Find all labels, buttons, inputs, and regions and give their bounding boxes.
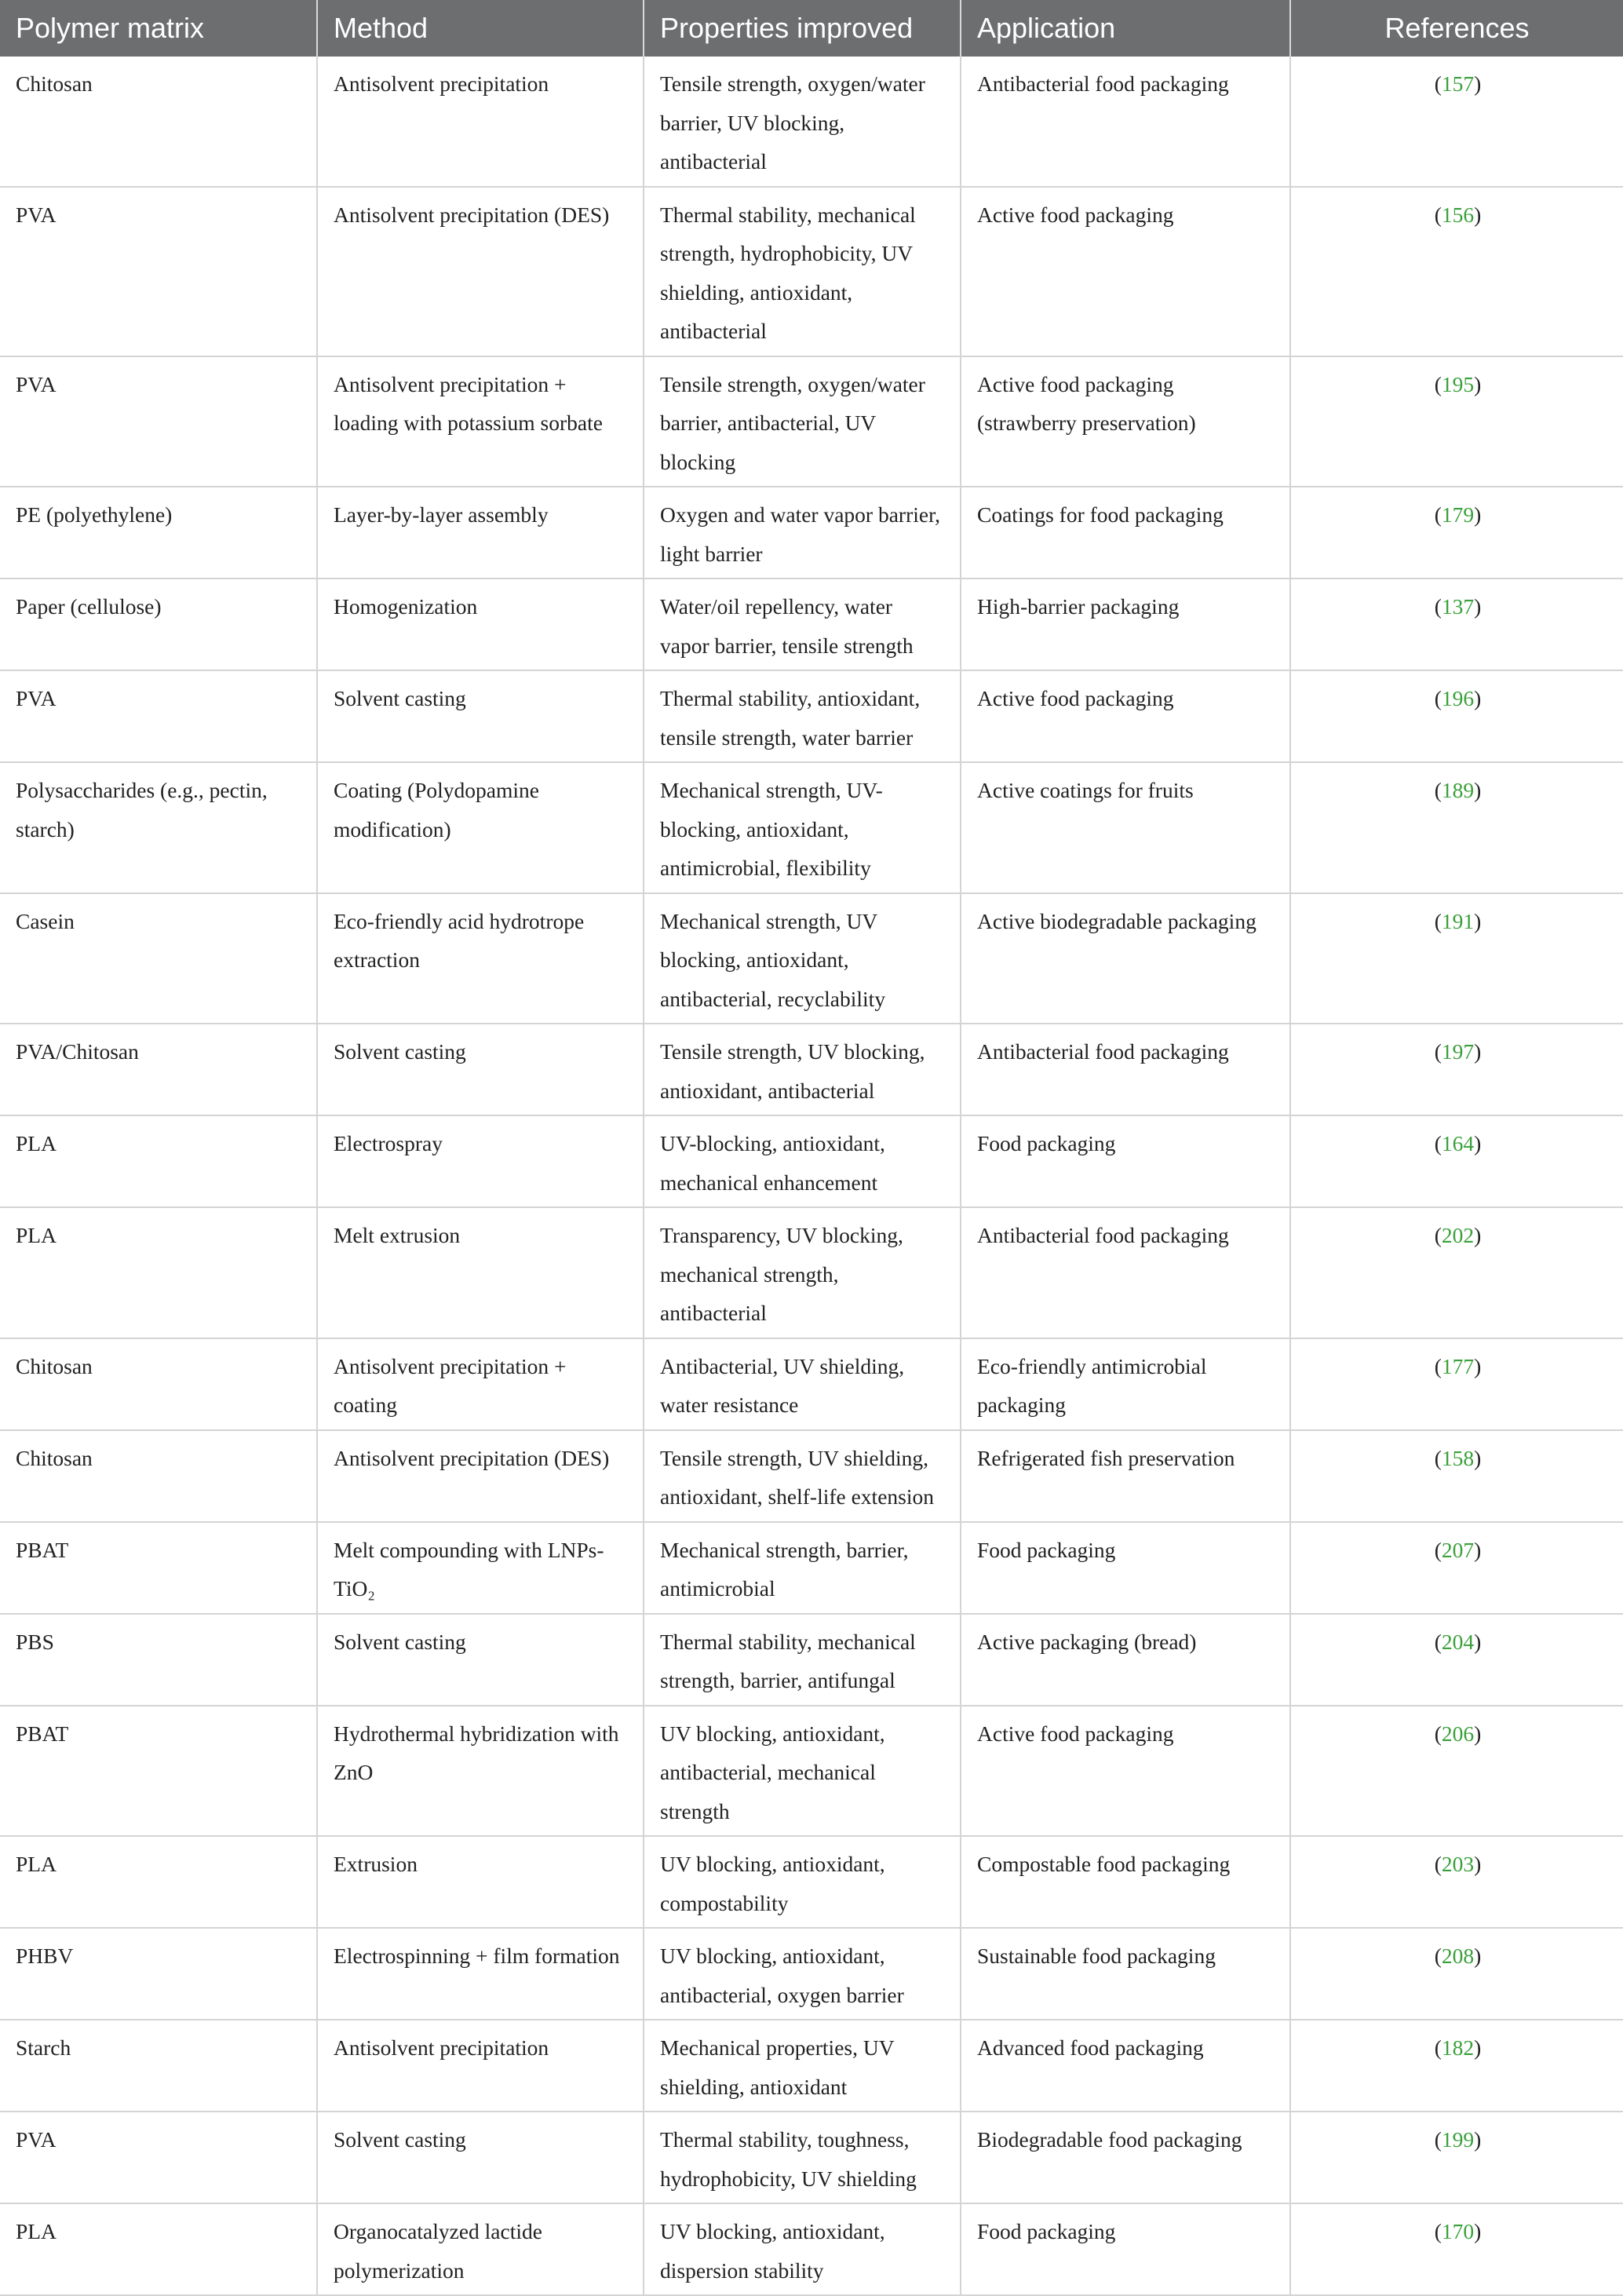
- cell-reference: [1290, 893, 1623, 1024]
- cell-properties-improved: Tensile strength, oxygen/water barrier, UV blocking, antibacterial: [644, 57, 961, 187]
- reference-open-paren: (: [1434, 2035, 1442, 2060]
- reference-close-paren: ): [1474, 2127, 1482, 2152]
- reference-link[interactable]: 204: [1441, 1629, 1475, 1654]
- cell-application: Active biodegradable packaging: [961, 893, 1290, 1024]
- reference-open-paren: (: [1434, 908, 1442, 933]
- cell-properties-improved: Oxygen and water vapor barrier, light barrier: [644, 487, 961, 579]
- reference-link[interactable]: 208: [1441, 1944, 1475, 1968]
- reference-link[interactable]: 202: [1441, 1223, 1475, 1247]
- table-row: [0, 893, 1623, 1024]
- reference-close-paren: ): [1474, 2219, 1482, 2243]
- reference-link[interactable]: 156: [1441, 202, 1475, 227]
- cell-properties-improved: Thermal stability, mechanical strength, hydrophobicity, UV shielding, antioxidant, antibacterial: [644, 187, 961, 356]
- cell-properties-improved: Thermal stability, mechanical strength, barrier, antifungal: [644, 1614, 961, 1706]
- cell-polymer-matrix: PVA: [0, 670, 317, 762]
- header-properties-improved: Properties improved: [644, 0, 961, 57]
- reference-open-paren: (: [1434, 1131, 1442, 1155]
- cell-application: Active food packaging: [961, 187, 1290, 356]
- reference-close-paren: ): [1474, 371, 1482, 396]
- table-header-row: [0, 0, 1623, 57]
- cell-method: Solvent casting: [317, 1614, 644, 1706]
- cell-application: Coatings for food packaging: [961, 487, 1290, 579]
- cell-reference: [1290, 356, 1623, 487]
- cell-reference: [1290, 57, 1623, 187]
- cell-application: Active packaging (bread): [961, 1614, 1290, 1706]
- cell-reference: [1290, 2020, 1623, 2112]
- reference-close-paren: ): [1474, 1629, 1482, 1654]
- reference-close-paren: ): [1474, 1445, 1482, 1470]
- reference-open-paren: (: [1434, 71, 1442, 96]
- cell-properties-improved: Thermal stability, toughness, hydrophobicity, UV shielding: [644, 2112, 961, 2203]
- table-row: [0, 487, 1623, 579]
- cell-application: Advanced food packaging: [961, 2020, 1290, 2112]
- cell-method: Antisolvent precipitation (DES): [317, 1430, 644, 1522]
- reference-close-paren: ): [1474, 908, 1482, 933]
- cell-properties-improved: UV blocking, antioxidant, dispersion stability: [644, 2203, 961, 2295]
- cell-properties-improved: Mechanical strength, UV-blocking, antioxidant, antimicrobial, flexibility: [644, 762, 961, 893]
- cell-application: Active food packaging: [961, 1706, 1290, 1837]
- table-row: [0, 1115, 1623, 1207]
- cell-reference: [1290, 1024, 1623, 1115]
- cell-polymer-matrix: Chitosan: [0, 57, 317, 187]
- cell-polymer-matrix: PBAT: [0, 1522, 317, 1614]
- reference-close-paren: ): [1474, 1852, 1482, 1876]
- reference-open-paren: (: [1434, 594, 1442, 619]
- reference-open-paren: (: [1434, 1537, 1442, 1562]
- cell-application: Refrigerated fish preservation: [961, 1430, 1290, 1522]
- cell-method: Solvent casting: [317, 1024, 644, 1115]
- cell-application: Antibacterial food packaging: [961, 1207, 1290, 1338]
- table-row: [0, 2203, 1623, 2295]
- header-application: Application: [961, 0, 1290, 57]
- cell-application: High-barrier packaging: [961, 579, 1290, 670]
- cell-properties-improved: Mechanical strength, UV blocking, antioxidant, antibacterial, recyclability: [644, 893, 961, 1024]
- table-row: [0, 762, 1623, 893]
- reference-link[interactable]: 189: [1441, 778, 1475, 802]
- reference-close-paren: ): [1474, 1721, 1482, 1746]
- reference-close-paren: ): [1474, 71, 1482, 96]
- reference-open-paren: (: [1434, 686, 1442, 710]
- cell-polymer-matrix: Polysaccharides (e.g., pectin, starch): [0, 762, 317, 893]
- cell-polymer-matrix: PVA: [0, 187, 317, 356]
- cell-reference: [1290, 1207, 1623, 1338]
- cell-polymer-matrix: PVA: [0, 2112, 317, 2203]
- reference-close-paren: ): [1474, 594, 1482, 619]
- reference-close-paren: ): [1474, 1223, 1482, 1247]
- cell-properties-improved: Transparency, UV blocking, mechanical strength, antibacterial: [644, 1207, 961, 1338]
- cell-application: Active food packaging (strawberry preservation): [961, 356, 1290, 487]
- cell-polymer-matrix: Paper (cellulose): [0, 579, 317, 670]
- reference-link[interactable]: 157: [1441, 71, 1475, 96]
- cell-reference: [1290, 487, 1623, 579]
- cell-properties-improved: UV-blocking, antioxidant, mechanical enhancement: [644, 1115, 961, 1207]
- cell-method: Eco-friendly acid hydrotrope extraction: [317, 893, 644, 1024]
- cell-method: Solvent casting: [317, 670, 644, 762]
- reference-close-paren: ): [1474, 2035, 1482, 2060]
- cell-polymer-matrix: Casein: [0, 893, 317, 1024]
- table-row: [0, 1614, 1623, 1706]
- cell-reference: [1290, 1836, 1623, 1928]
- reference-open-paren: (: [1434, 2219, 1442, 2243]
- reference-link[interactable]: 206: [1441, 1721, 1475, 1746]
- table-row: [0, 1706, 1623, 1837]
- cell-properties-improved: UV blocking, antioxidant, antibacterial, mechanical strength: [644, 1706, 961, 1837]
- cell-method: Homogenization: [317, 579, 644, 670]
- cell-polymer-matrix: PVA/Chitosan: [0, 1024, 317, 1115]
- reference-link[interactable]: 203: [1441, 1852, 1475, 1876]
- reference-close-paren: ): [1474, 778, 1482, 802]
- reference-link[interactable]: 191: [1441, 908, 1475, 933]
- reference-open-paren: (: [1434, 1039, 1442, 1064]
- cell-polymer-matrix: PVA: [0, 356, 317, 487]
- cell-reference: [1290, 1338, 1623, 1430]
- table-row: [0, 2020, 1623, 2112]
- table-row: [0, 579, 1623, 670]
- cell-method: Antisolvent precipitation: [317, 57, 644, 187]
- reference-link[interactable]: 207: [1441, 1537, 1475, 1562]
- reference-close-paren: ): [1474, 1944, 1482, 1968]
- cell-properties-improved: Mechanical strength, barrier, antimicrobial: [644, 1522, 961, 1614]
- cell-polymer-matrix: PLA: [0, 1207, 317, 1338]
- reference-open-paren: (: [1434, 502, 1442, 527]
- table-row: [0, 2112, 1623, 2203]
- table-row: [0, 1430, 1623, 1522]
- cell-reference: [1290, 1430, 1623, 1522]
- cell-reference: [1290, 2203, 1623, 2295]
- reference-link[interactable]: 196: [1441, 686, 1475, 710]
- cell-reference: [1290, 1522, 1623, 1614]
- cell-reference: [1290, 1928, 1623, 2020]
- cell-reference: [1290, 579, 1623, 670]
- reference-open-paren: (: [1434, 371, 1442, 396]
- reference-link[interactable]: 197: [1441, 1039, 1475, 1064]
- reference-close-paren: ): [1474, 202, 1482, 227]
- reference-link[interactable]: 170: [1441, 2219, 1475, 2243]
- reference-close-paren: ): [1474, 1039, 1482, 1064]
- reference-link[interactable]: 164: [1441, 1131, 1475, 1155]
- cell-method: Melt compounding with LNPs-TiO₂: [317, 1522, 644, 1614]
- cell-method: Antisolvent precipitation: [317, 2020, 644, 2112]
- reference-open-paren: (: [1434, 1629, 1442, 1654]
- table-row: [0, 1836, 1623, 1928]
- reference-link[interactable]: 195: [1441, 371, 1475, 396]
- cell-polymer-matrix: PLA: [0, 2203, 317, 2295]
- reference-open-paren: (: [1434, 202, 1442, 227]
- reference-link[interactable]: 182: [1441, 2035, 1475, 2060]
- cell-properties-improved: Thermal stability, antioxidant, tensile strength, water barrier: [644, 670, 961, 762]
- cell-method: Electrospinning + film formation: [317, 1928, 644, 2020]
- reference-open-paren: (: [1434, 1944, 1442, 1968]
- cell-method: Extrusion: [317, 1836, 644, 1928]
- cell-properties-improved: Tensile strength, UV blocking, antioxidant, antibacterial: [644, 1024, 961, 1115]
- cell-polymer-matrix: Chitosan: [0, 1430, 317, 1522]
- header-method: Method: [317, 0, 644, 57]
- table-row: [0, 1024, 1623, 1115]
- cell-application: Biodegradable food packaging: [961, 2112, 1290, 2203]
- cell-application: Compostable food packaging: [961, 1836, 1290, 1928]
- cell-properties-improved: Water/oil repellency, water vapor barrier, tensile strength: [644, 579, 961, 670]
- reference-close-paren: ): [1474, 502, 1482, 527]
- cell-method: Melt extrusion: [317, 1207, 644, 1338]
- reference-link[interactable]: 177: [1441, 1353, 1475, 1378]
- reference-open-paren: (: [1434, 1353, 1442, 1378]
- cell-application: Food packaging: [961, 2203, 1290, 2295]
- cell-application: Antibacterial food packaging: [961, 57, 1290, 187]
- reference-link[interactable]: 199: [1441, 2127, 1475, 2152]
- cell-polymer-matrix: Starch: [0, 2020, 317, 2112]
- reference-close-paren: ): [1474, 1353, 1482, 1378]
- cell-polymer-matrix: PHBV: [0, 1928, 317, 2020]
- reference-open-paren: (: [1434, 1852, 1442, 1876]
- cell-polymer-matrix: Chitosan: [0, 1338, 317, 1430]
- table-row: [0, 57, 1623, 187]
- cell-application: Active coatings for fruits: [961, 762, 1290, 893]
- cell-reference: [1290, 187, 1623, 356]
- cell-reference: [1290, 1115, 1623, 1207]
- reference-close-paren: ): [1474, 1537, 1482, 1562]
- cell-method: Hydrothermal hybridization with ZnO: [317, 1706, 644, 1837]
- reference-open-paren: (: [1434, 2127, 1442, 2152]
- cell-application: Active food packaging: [961, 670, 1290, 762]
- table-row: [0, 356, 1623, 487]
- reference-link[interactable]: 137: [1441, 594, 1475, 619]
- cell-properties-improved: UV blocking, antioxidant, antibacterial, oxygen barrier: [644, 1928, 961, 2020]
- table-row: [0, 1338, 1623, 1430]
- cell-polymer-matrix: PE (polyethylene): [0, 487, 317, 579]
- cell-method: Antisolvent precipitation + loading with potassium sorbate: [317, 356, 644, 487]
- cell-properties-improved: Mechanical properties, UV shielding, antioxidant: [644, 2020, 961, 2112]
- table-row: [0, 187, 1623, 356]
- cell-properties-improved: Tensile strength, UV shielding, antioxidant, shelf-life extension: [644, 1430, 961, 1522]
- reference-link[interactable]: 179: [1441, 502, 1475, 527]
- cell-reference: [1290, 762, 1623, 893]
- cell-method: Layer-by-layer assembly: [317, 487, 644, 579]
- cell-reference: [1290, 670, 1623, 762]
- reference-open-paren: (: [1434, 778, 1442, 802]
- cell-method: Electrospray: [317, 1115, 644, 1207]
- header-polymer-matrix: Polymer matrix: [0, 0, 317, 57]
- table-body: [0, 57, 1623, 2295]
- cell-polymer-matrix: PLA: [0, 1115, 317, 1207]
- reference-close-paren: ): [1474, 1131, 1482, 1155]
- cell-method: Solvent casting: [317, 2112, 644, 2203]
- cell-method: Organocatalyzed lactide polymerization: [317, 2203, 644, 2295]
- cell-reference: [1290, 1706, 1623, 1837]
- cell-method: Antisolvent precipitation + coating: [317, 1338, 644, 1430]
- cell-reference: [1290, 1614, 1623, 1706]
- cell-properties-improved: UV blocking, antioxidant, compostability: [644, 1836, 961, 1928]
- table-row: [0, 1207, 1623, 1338]
- cell-reference: [1290, 2112, 1623, 2203]
- reference-open-paren: (: [1434, 1445, 1442, 1470]
- cell-method: Antisolvent precipitation (DES): [317, 187, 644, 356]
- cell-application: Sustainable food packaging: [961, 1928, 1290, 2020]
- cell-polymer-matrix: PBS: [0, 1614, 317, 1706]
- reference-link[interactable]: 158: [1441, 1445, 1475, 1470]
- cell-application: Antibacterial food packaging: [961, 1024, 1290, 1115]
- cell-polymer-matrix: PBAT: [0, 1706, 317, 1837]
- reference-close-paren: ): [1474, 686, 1482, 710]
- header-references: References: [1290, 0, 1623, 57]
- cell-method: Coating (Polydopamine modification): [317, 762, 644, 893]
- table-row: [0, 1928, 1623, 2020]
- cell-polymer-matrix: PLA: [0, 1836, 317, 1928]
- table-row: [0, 670, 1623, 762]
- table-row: [0, 1522, 1623, 1614]
- cell-application: Food packaging: [961, 1522, 1290, 1614]
- cell-properties-improved: Tensile strength, oxygen/water barrier, antibacterial, UV blocking: [644, 356, 961, 487]
- reference-open-paren: (: [1434, 1223, 1442, 1247]
- cell-application: Eco-friendly antimicrobial packaging: [961, 1338, 1290, 1430]
- cell-properties-improved: Antibacterial, UV shielding, water resistance: [644, 1338, 961, 1430]
- reference-open-paren: (: [1434, 1721, 1442, 1746]
- cell-application: Food packaging: [961, 1115, 1290, 1207]
